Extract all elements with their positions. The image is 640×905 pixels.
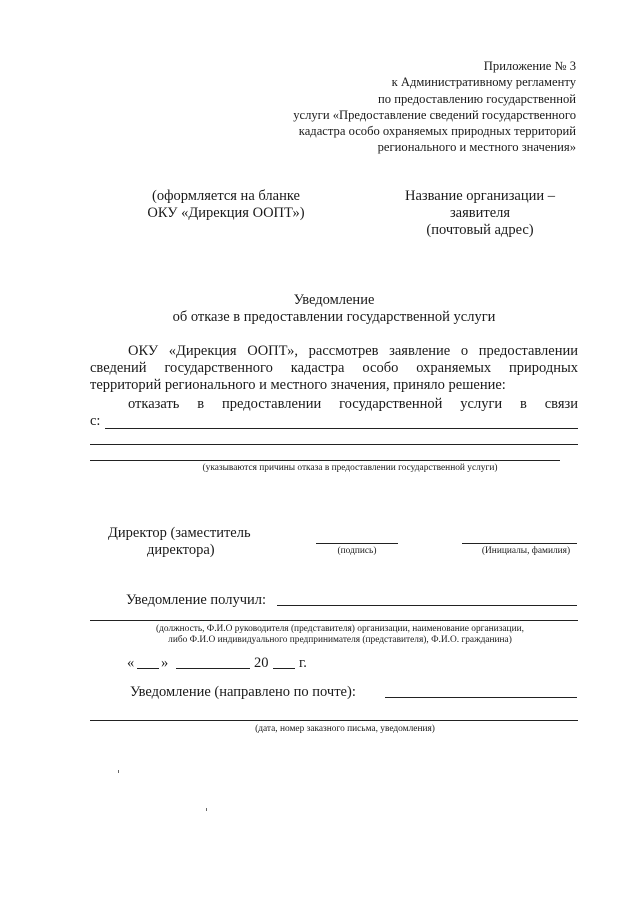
body-paragraph: [90, 343, 578, 394]
appendix-line: регионального и местного значения»: [377, 140, 576, 155]
title-line-2: об отказе в предоставлении государственной услуги: [172, 309, 496, 325]
decision-word: в: [197, 396, 205, 412]
decision-word: предоставлении: [221, 396, 322, 412]
date-close-quote: »: [161, 655, 169, 671]
blank-note-line: ОКУ «Дирекция ООПТ»): [147, 205, 305, 221]
mailing-fill-line-1[interactable]: [385, 697, 577, 698]
org-name-line: заявителя: [449, 205, 511, 221]
decision-word: отказать: [128, 396, 180, 412]
name-caption: (Инициалы, фамилия): [481, 546, 571, 556]
letterhead-blank-note: [126, 188, 326, 222]
reason-fill-line-1[interactable]: [105, 428, 578, 429]
reason-prefix: с:: [90, 413, 101, 429]
appendix-line: по предоставлению государственной: [378, 91, 576, 106]
scan-speck: [206, 808, 207, 811]
signature-line[interactable]: [316, 543, 398, 544]
decision-word: связи: [544, 396, 578, 412]
reason-caption: (указываются причины отказа в предоставлении государственной услуги): [202, 463, 498, 473]
appendix-header: [250, 58, 576, 156]
date-year-suffix: г.: [299, 655, 307, 671]
date-year-line[interactable]: [273, 668, 295, 669]
date-day-line[interactable]: [137, 668, 159, 669]
org-name-line: Название организации –: [404, 188, 556, 204]
appendix-line: услуги «Предоставление сведений государственного: [293, 107, 576, 122]
document-title: [90, 292, 578, 326]
decision-line: [128, 396, 578, 413]
scan-speck: [118, 770, 119, 773]
decision-word: государственной: [339, 396, 443, 412]
date-open-quote: «: [127, 655, 135, 671]
appendix-line: Приложение № 3: [483, 59, 576, 73]
receipt-fill-line-1[interactable]: [277, 605, 577, 606]
signature-caption: (подпись): [337, 546, 377, 556]
receipt-label: Уведомление получил:: [126, 592, 267, 608]
reason-fill-line-3[interactable]: [90, 460, 560, 461]
body-paragraph-text: ОКУ «Дирекция ООПТ», рассмотрев заявление о предоставлении сведений государственного кадастра особо охраняемых природных территорий регионального и местного значения, приняло решение:: [90, 343, 578, 393]
receipt-caption-line-2: либо Ф.И.О индивидуального предпринимателя (представителя), Ф.И.О. гражданина): [168, 635, 512, 645]
name-line[interactable]: [462, 543, 577, 544]
signer-position-line-1: Директор (заместитель: [108, 525, 251, 541]
letterhead-org-name: [380, 188, 580, 239]
appendix-line: кадастра особо охраняемых природных территорий: [298, 124, 576, 139]
reason-fill-line-2[interactable]: [90, 444, 578, 445]
org-name-line: (почтовый адрес): [426, 222, 534, 238]
decision-word: в: [520, 396, 527, 412]
date-month-line[interactable]: [176, 668, 250, 669]
date-year-prefix: 20: [254, 655, 269, 671]
mailing-caption: (дата, номер заказного письма, уведомления): [255, 724, 435, 734]
decision-word: услуги: [460, 396, 503, 412]
receipt-fill-line-2[interactable]: [90, 620, 578, 621]
mailing-label: Уведомление (направлено по почте):: [130, 684, 356, 700]
appendix-line: к Административному регламенту: [391, 75, 576, 90]
receipt-caption-line-1: (должность, Ф.И.О руководителя (представителя) организации, наименование организации,: [156, 624, 524, 634]
signer-position-line-2: директора): [147, 542, 215, 558]
blank-note-line: (оформляется на бланке: [152, 188, 300, 204]
mailing-fill-line-2[interactable]: [90, 720, 578, 721]
title-line-1: Уведомление: [293, 292, 375, 308]
